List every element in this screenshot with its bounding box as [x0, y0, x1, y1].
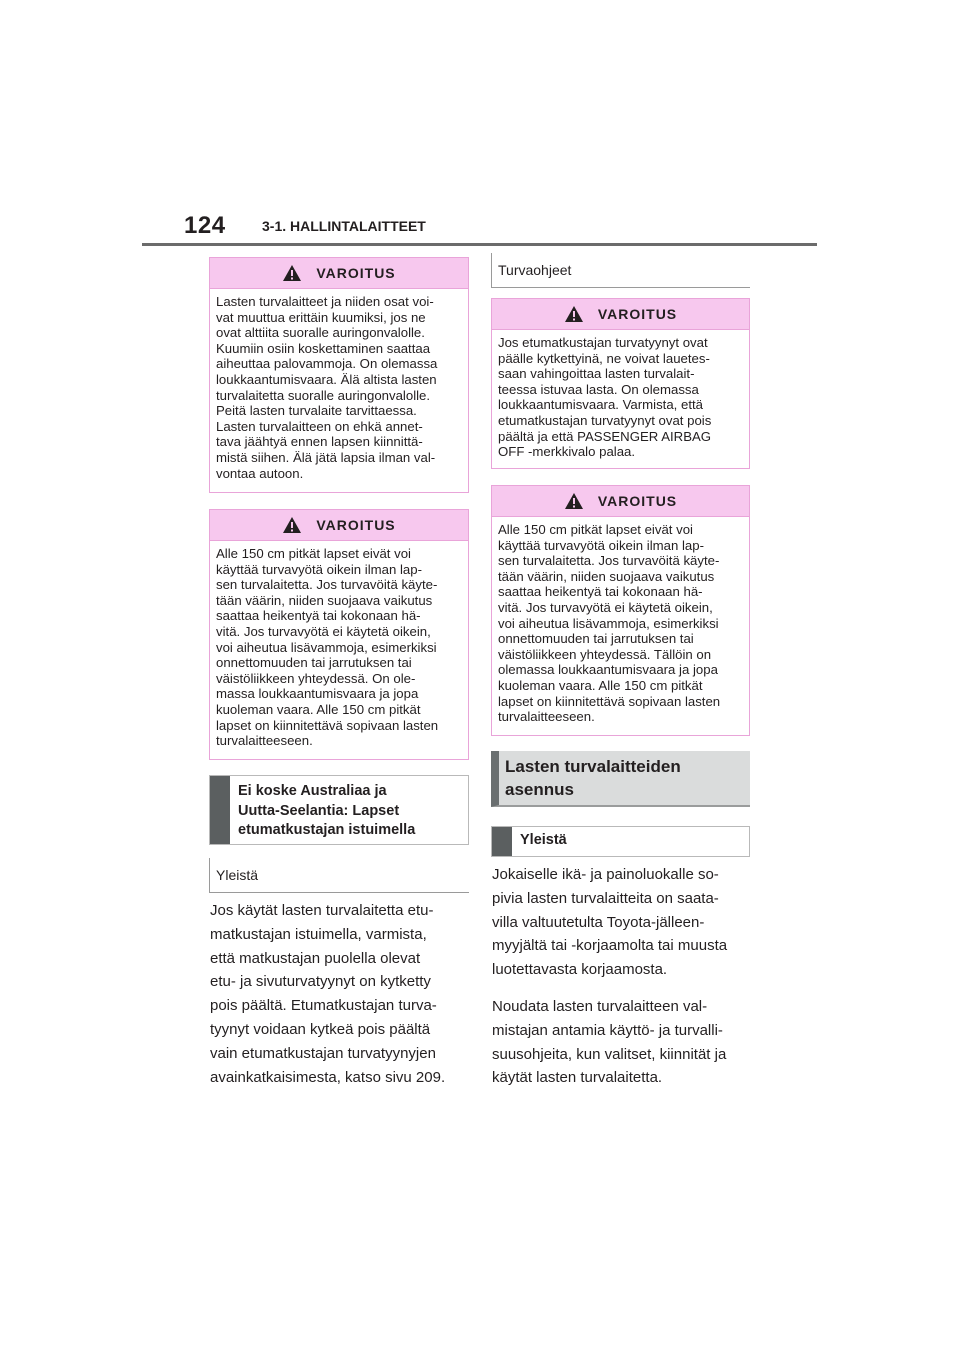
section-heading-text [520, 831, 567, 851]
body-line: Jokaiselle ikä- ja painoluokalle so- [492, 866, 719, 883]
body-line: että matkustajan puolella olevat [210, 949, 421, 967]
warning-line: väistöliikkeen yhteydessä. Tällöin on [498, 646, 712, 662]
section-heading [491, 826, 750, 857]
warning-line: Jos etumatkustajan turvatyynyt ovat [498, 335, 708, 350]
warning-line: saattaa heikentyä tai kokonaan hä- [216, 608, 421, 624]
warning-title: VAROITUS [597, 306, 678, 322]
warning-line: väistöliikkeen yhteydessä. On ole- [216, 670, 416, 686]
body-line: Jos käytät lasten turvalaitetta etu- [210, 902, 434, 919]
body-line: myyjältä tai -korjaamolta tai muusta [492, 937, 728, 955]
warning-line: lapset on kiinnitettävä sopivaan lasten [498, 693, 721, 709]
warning-line: mistä siihen. Älä jätä lapsia ilman val- [216, 449, 436, 465]
warning-line: tään väärin, niiden suojaava vaikutus [216, 592, 433, 608]
heading-line: asennus [505, 780, 574, 799]
subheading-left-rule [491, 253, 492, 288]
warning-line: sen turvalaitetta. Jos turvavöitä käyte- [216, 577, 438, 593]
body-line: tyynyt voidaan kytkeä pois päältä [210, 1020, 431, 1038]
warning-text [210, 541, 468, 755]
warning-line: turvalaitteeseen. [498, 709, 595, 725]
warning-box [491, 485, 750, 736]
warning-line: loukkaantumisvaara. Älä altista lasten [216, 371, 437, 387]
chapter-title: 3-1. HALLINTALAITTEET [262, 218, 426, 234]
section-heading-text [238, 782, 415, 841]
warning-line: loukkaantumisvaara. Varmista, että [498, 397, 703, 413]
warning-text [210, 289, 468, 487]
warning-line: sen turvalaitetta. Jos turvavöitä käyte- [498, 553, 720, 569]
warning-line: päältä ja että PASSENGER AIRBAG [498, 428, 712, 444]
warning-line: aiheuttaa palovammoja. On olemassa [216, 356, 438, 372]
warning-line: Kuumiin osiin koskettaminen saattaa [216, 340, 431, 356]
warning-line: olemassa loukkaantumisvaara ja jopa [498, 662, 718, 678]
warning-line: voi aiheutua lisävammoja, esimerkiksi [498, 615, 719, 631]
warning-line: Lasten turvalaitteen on ehkä annet- [216, 418, 423, 434]
body-line: vain etumatkustajan turvatyynyjen [210, 1044, 436, 1062]
warning-triangle-icon [282, 516, 302, 534]
heading-line: Ei koske Australiaa ja [238, 783, 387, 799]
warning-line: vitä. Jos turvavyötä ei käytetä oikein, [216, 623, 431, 639]
warning-line: Alle 150 cm pitkät lapset eivät voi [498, 522, 693, 537]
main-heading [491, 751, 750, 807]
heading-line: Uutta-Seelantia: Lapset [238, 802, 400, 819]
warning-line: onnettomuuden tai jarrutuksen tai [498, 631, 694, 647]
page-number: 124 [184, 212, 226, 239]
warning-triangle-icon [564, 305, 584, 323]
warning-line: tava jäähtyä ennen lapsen kiinnittä- [216, 434, 423, 450]
warning-line: teessa istuvaa lasta. On olemassa [498, 381, 699, 397]
heading-line: Lasten turvalaitteiden [505, 757, 681, 776]
warning-title: VAROITUS [316, 265, 396, 281]
warning-line: saattaa heikentyä tai kokonaan hä- [498, 584, 703, 600]
warning-line: Lasten turvalaitteet ja niiden osat voi- [216, 294, 434, 309]
warning-header [492, 486, 749, 517]
warning-line: saan vahingoittaa lasten turvalait- [498, 366, 695, 382]
warning-box [209, 257, 469, 493]
subheading: Turvaohjeet [498, 262, 572, 278]
subheading: Yleistä [216, 867, 259, 883]
main-heading-text [505, 755, 681, 801]
warning-line: kuoleman vaara. Alle 150 cm pitkät [216, 701, 421, 717]
body-line: villa valtuutetulta Toyota-jälleen- [492, 913, 705, 931]
warning-title: VAROITUS [316, 517, 396, 533]
heading-bar [492, 827, 512, 856]
warning-line: vat muuttua erittäin kuumiksi, jos ne [216, 309, 426, 325]
body-line: Noudata lasten turvalaitteen val- [492, 998, 708, 1015]
subheading-rule [491, 287, 750, 288]
warning-triangle-icon [564, 492, 584, 510]
warning-header [492, 299, 749, 330]
body-paragraph [492, 863, 727, 982]
warning-line: tään väärin, niiden suojaava vaikutus [498, 568, 715, 584]
warning-line: vitä. Jos turvavyötä ei käytetä oikein, [498, 599, 713, 615]
body-paragraph [492, 995, 726, 1090]
body-line: käytät lasten turvalaitetta. [492, 1069, 663, 1087]
body-line: pivia lasten turvalaitteita on saata- [492, 889, 719, 907]
section-heading [209, 775, 469, 845]
warning-box [209, 509, 469, 760]
warning-title: VAROITUS [597, 493, 678, 509]
warning-line: vontaa autoon. [216, 465, 304, 481]
heading-line: etumatkustajan istuimella [238, 822, 416, 838]
warning-line: lapset on kiinnitettävä sopivaan lasten [216, 717, 439, 733]
warning-header [210, 258, 468, 289]
body-line: pois päältä. Etumatkustajan turva- [210, 997, 437, 1015]
warning-line: ovat alttiita suoralle auringonvalolle. [216, 325, 425, 341]
body-line: avainkatkaisimesta, katso sivu 209. [210, 1068, 446, 1086]
heading-line: Yleistä [520, 832, 567, 848]
warning-line: käyttää turvavyötä oikein ilman lap- [216, 561, 422, 577]
header-rule [142, 243, 817, 246]
warning-line: päälle kytkettyinä, ne voivat lauetes- [498, 350, 710, 366]
subheading-left-rule [209, 858, 210, 893]
body-line: suusohjeita, kun valitset, kiinnität ja [492, 1045, 727, 1063]
body-line: luotettavasta korjaamosta. [492, 961, 668, 979]
warning-line: käyttää turvavyötä oikein ilman lap- [498, 537, 704, 553]
body-line: mistajan antamia käyttö- ja turvalli- [492, 1021, 723, 1039]
warning-line: kuoleman vaara. Alle 150 cm pitkät [498, 677, 703, 693]
body-paragraph [210, 899, 445, 1089]
warning-triangle-icon [282, 264, 302, 282]
warning-line: OFF -merkkivalo palaa. [498, 444, 636, 460]
warning-line: voi aiheutua lisävammoja, esimerkiksi [216, 639, 437, 655]
heading-bar [210, 776, 230, 844]
warning-line: Peitä lasten turvalaite tarvittaessa. [216, 403, 417, 419]
warning-text [492, 330, 749, 466]
subheading-rule [209, 892, 469, 893]
warning-line: turvalaitetta suoralle auringonvalolle. [216, 387, 431, 403]
warning-line: onnettomuuden tai jarrutuksen tai [216, 655, 412, 671]
warning-line: Alle 150 cm pitkät lapset eivät voi [216, 546, 411, 561]
body-line: etu- ja sivuturvatyynyt on kytketty [210, 973, 431, 991]
warning-line: turvalaitteeseen. [216, 733, 313, 749]
warning-text [492, 517, 749, 731]
warning-box [491, 298, 750, 469]
body-line: matkustajan istuimella, varmista, [210, 925, 427, 943]
warning-header [210, 510, 468, 541]
warning-line: etumatkustajan turvatyynyt ovat pois [498, 412, 712, 428]
warning-line: massa loukkaantumisvaara ja jopa [216, 686, 419, 702]
